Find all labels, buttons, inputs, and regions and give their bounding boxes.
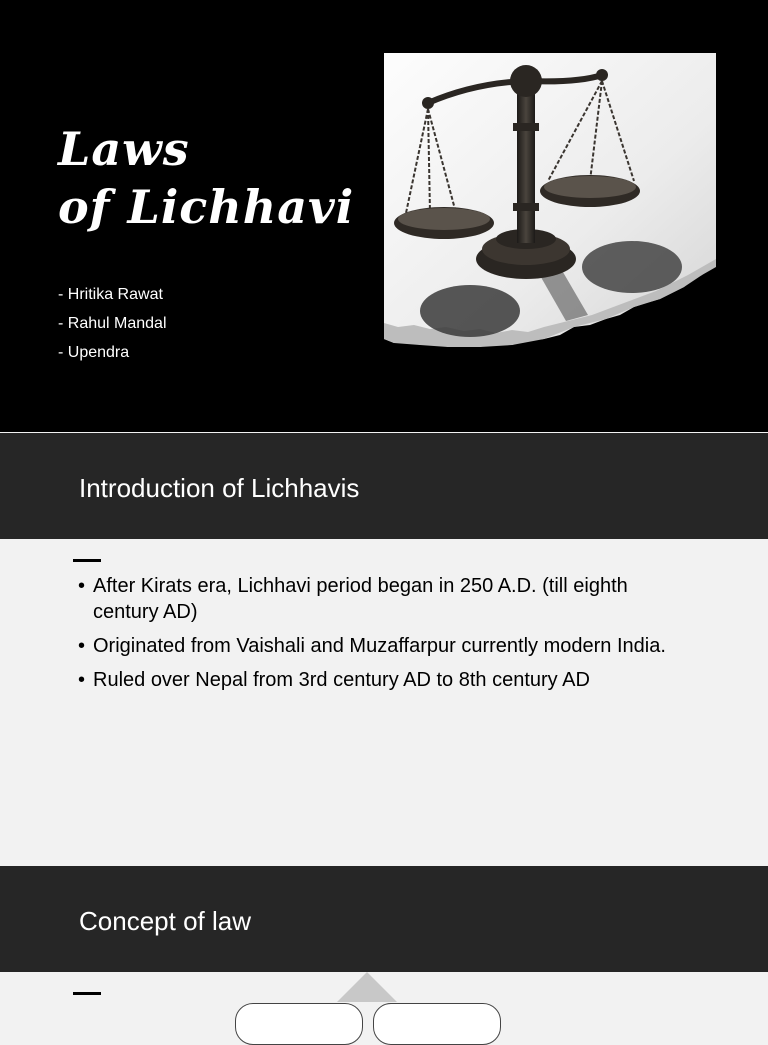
law-header [0, 866, 768, 972]
title-slide [0, 0, 768, 432]
author-1: - Hritika Rawat [58, 286, 163, 303]
bullet-item: • Ruled over Nepal from 3rd century AD to 8th century AD [78, 667, 698, 693]
accent-dash [73, 559, 101, 562]
accent-dash [73, 992, 101, 995]
diagram-box-right [373, 1003, 501, 1045]
author-list [58, 280, 167, 367]
scales-of-justice-icon [384, 53, 716, 351]
author-2: - Rahul Mandal [58, 315, 167, 332]
author-3: - Upendra [58, 344, 130, 361]
up-arrow-icon [337, 972, 397, 1002]
law-content [0, 972, 768, 1024]
intro-bullet-list [78, 573, 698, 701]
bullet-item: • After Kirats era, Lichhavi period began in 250 A.D. (till eighth century AD) [78, 573, 698, 625]
title-line-2: of Lichhavi [58, 180, 355, 234]
presentation-title [58, 120, 354, 236]
title-line-1: Laws [58, 122, 190, 176]
intro-heading: Introduction of Lichhavis [79, 473, 360, 503]
law-heading: Concept of law [79, 906, 251, 936]
intro-content [0, 539, 768, 866]
diagram-box-left [235, 1003, 363, 1045]
intro-header [0, 433, 768, 539]
bullet-item: • Originated from Vaishali and Muzaffarpur currently modern India. [78, 633, 698, 659]
